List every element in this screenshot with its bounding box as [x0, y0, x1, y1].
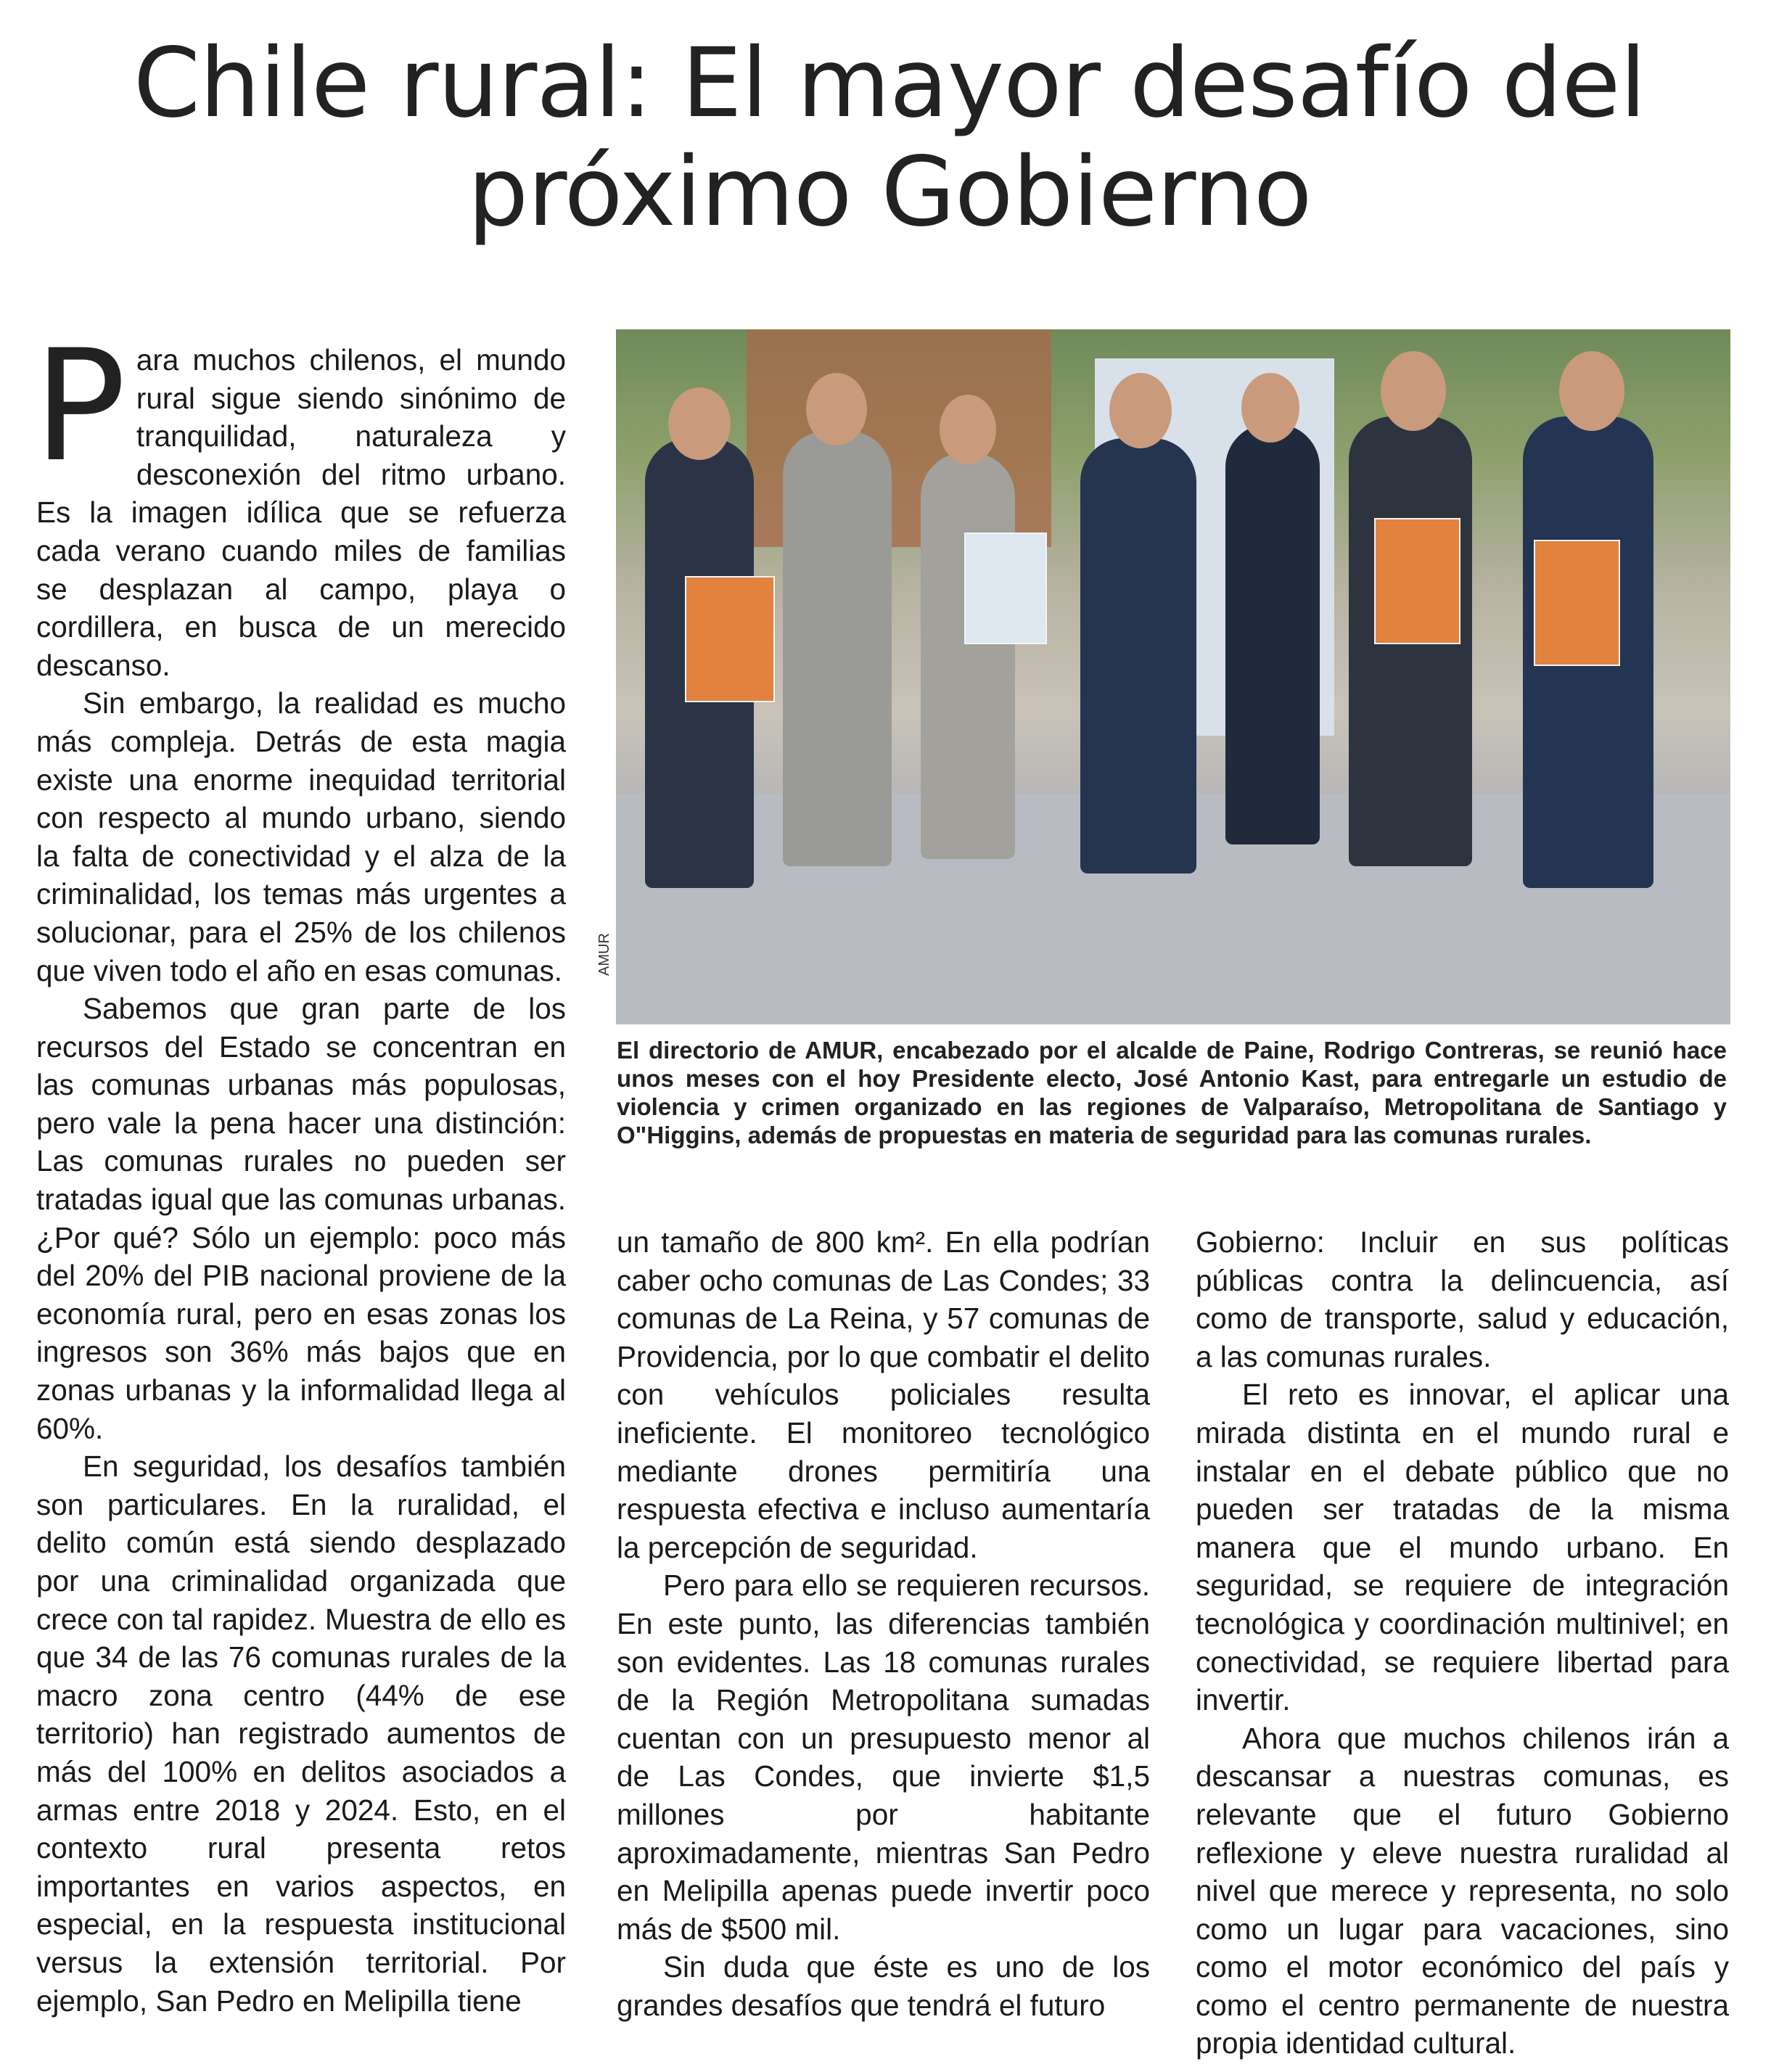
paragraph: un tamaño de 800 km². En ella podrían caber ocho comunas de Las Condes; 33 comunas de La Reina, y 57 comunas de Providencia, por lo que combatir el delito con vehículos policiales resulta ineficiente. El monitoreo tecnológico mediante drones permitiría una respuesta efectiva e incluso aumentaría la percepción de seguridad.	[617, 1225, 1150, 1564]
article-column-1	[33, 316, 566, 2020]
amur-report	[964, 533, 1047, 644]
person	[1225, 424, 1320, 844]
article-column-2	[617, 1223, 1150, 2024]
person	[921, 453, 1015, 859]
person-head	[1241, 373, 1299, 443]
headline: Chile rural: El mayor desafío del próximo Gobierno	[133, 28, 1646, 248]
person-head	[806, 373, 867, 445]
article-column-3	[1196, 1223, 1729, 2063]
paragraph: Sin duda que éste es uno de los grandes desafíos que tendrá el futuro	[617, 1950, 1150, 2022]
person-head	[1559, 351, 1624, 431]
person-head	[668, 387, 731, 460]
paragraph: En seguridad, los desafíos también son particulares. En la ruralidad, el delito común está siendo desplazado por una criminalidad organizada que crece con tal rapidez. Muestra de ello es que 34 de las 76 comunas rurales de la macro zona centro (44% de ese territorio) han registrado aumentos de más del 100% en delitos asociados a armas entre 2018 y 2024. Esto, en el contexto rural presenta retos importantes en varios aspectos, en especial, en la respuesta institucional versus la extensión territorial. Por ejemplo, San Pedro en Melipilla tiene	[36, 1450, 566, 2018]
news-photo	[616, 329, 1730, 1024]
person	[783, 431, 892, 866]
paragraph: Gobierno: Incluir en sus políticas públicas contra la delincuencia, así como de transporte, salud y educación, a las comunas rurales.	[1196, 1225, 1729, 1373]
amur-report	[685, 576, 775, 702]
paragraph: Ahora que muchos chilenos irán a descansar a nuestras comunas, es relevante que el futuro Gobierno reflexione y eleve nuestra ruralidad al nivel que merece y representa, no solo como un lugar para vacaciones, sino como el motor económico del país y como el centro permanente de nuestra propia identidad cultural.	[1196, 1721, 1729, 2060]
paragraph: Pero para ello se requieren recursos. En este punto, las diferencias también son evidentes. Las 18 comunas rurales de la Región Metropolitana sumadas cuentan con un presupuesto menor al de Las Condes, que invierte $1,5 millones por habitante aproximadamente, mientras San Pedro en Melipilla apenas puede invertir poco más de $500 mil.	[617, 1569, 1150, 1946]
paragraph: ara muchos chilenos, el mundo rural sigue siendo sinónimo de tranquilidad, naturaleza y desconexión del ritmo urbano. Es la imagen idílica que se refuerza cada verano cuando miles de familias se desplazan al campo, playa o cordillera, en busca de un merecido descanso.	[36, 343, 566, 682]
photo-caption: El directorio de AMUR, encabezado por el alcalde de Paine, Rodrigo Contreras, se reunió hace unos meses con el hoy Presidente electo, José Antonio Kast, para entregarle un estudio de violencia y crimen organizado en las regiones de Valparaíso, Metropolitana de Santiago y O"Higgins, además de propuestas en materia de seguridad para las comunas rurales.	[617, 1037, 1727, 1148]
person-head	[1381, 351, 1446, 431]
photo-credit: AMUR	[596, 933, 612, 976]
paragraph: Sabemos que gran parte de los recursos del Estado se concentran en las comunas urbanas más populosas, pero vale la pena hacer una distinción: Las comunas rurales no pueden ser tratadas igual que las comunas urbanas.¿Por qué? Sólo un ejemplo: poco más del 20% del PIB nacional proviene de la economía rural, pero en esas zonas los ingresos son 36% más bajos que en zonas urbanas y la informalidad llega al 60%.	[36, 992, 566, 1445]
paragraph: Sin embargo, la realidad es mucho más compleja. Detrás de esta magia existe una enorme inequidad territorial con respecto al mundo urbano, siendo la falta de conectividad y el alza de la criminalidad, los temas más urgentes a solucionar, para el 25% de los chilenos que viven todo el año en esas comunas.	[36, 686, 566, 987]
person-head	[1109, 373, 1172, 448]
person-head	[940, 395, 996, 464]
person	[1080, 438, 1196, 873]
paragraph: El reto es innovar, el aplicar una mirada distinta en el mundo rural e instalar en el debate público que no pueden ser tratadas de la misma manera que el mundo urbano. En seguridad, se requiere de integración tecnológica y coordinación multinivel; en conectividad, se requiere libertad para invertir.	[1196, 1378, 1729, 1717]
dropcap: P	[33, 316, 126, 496]
amur-report	[1374, 518, 1460, 644]
amur-report	[1534, 540, 1620, 666]
